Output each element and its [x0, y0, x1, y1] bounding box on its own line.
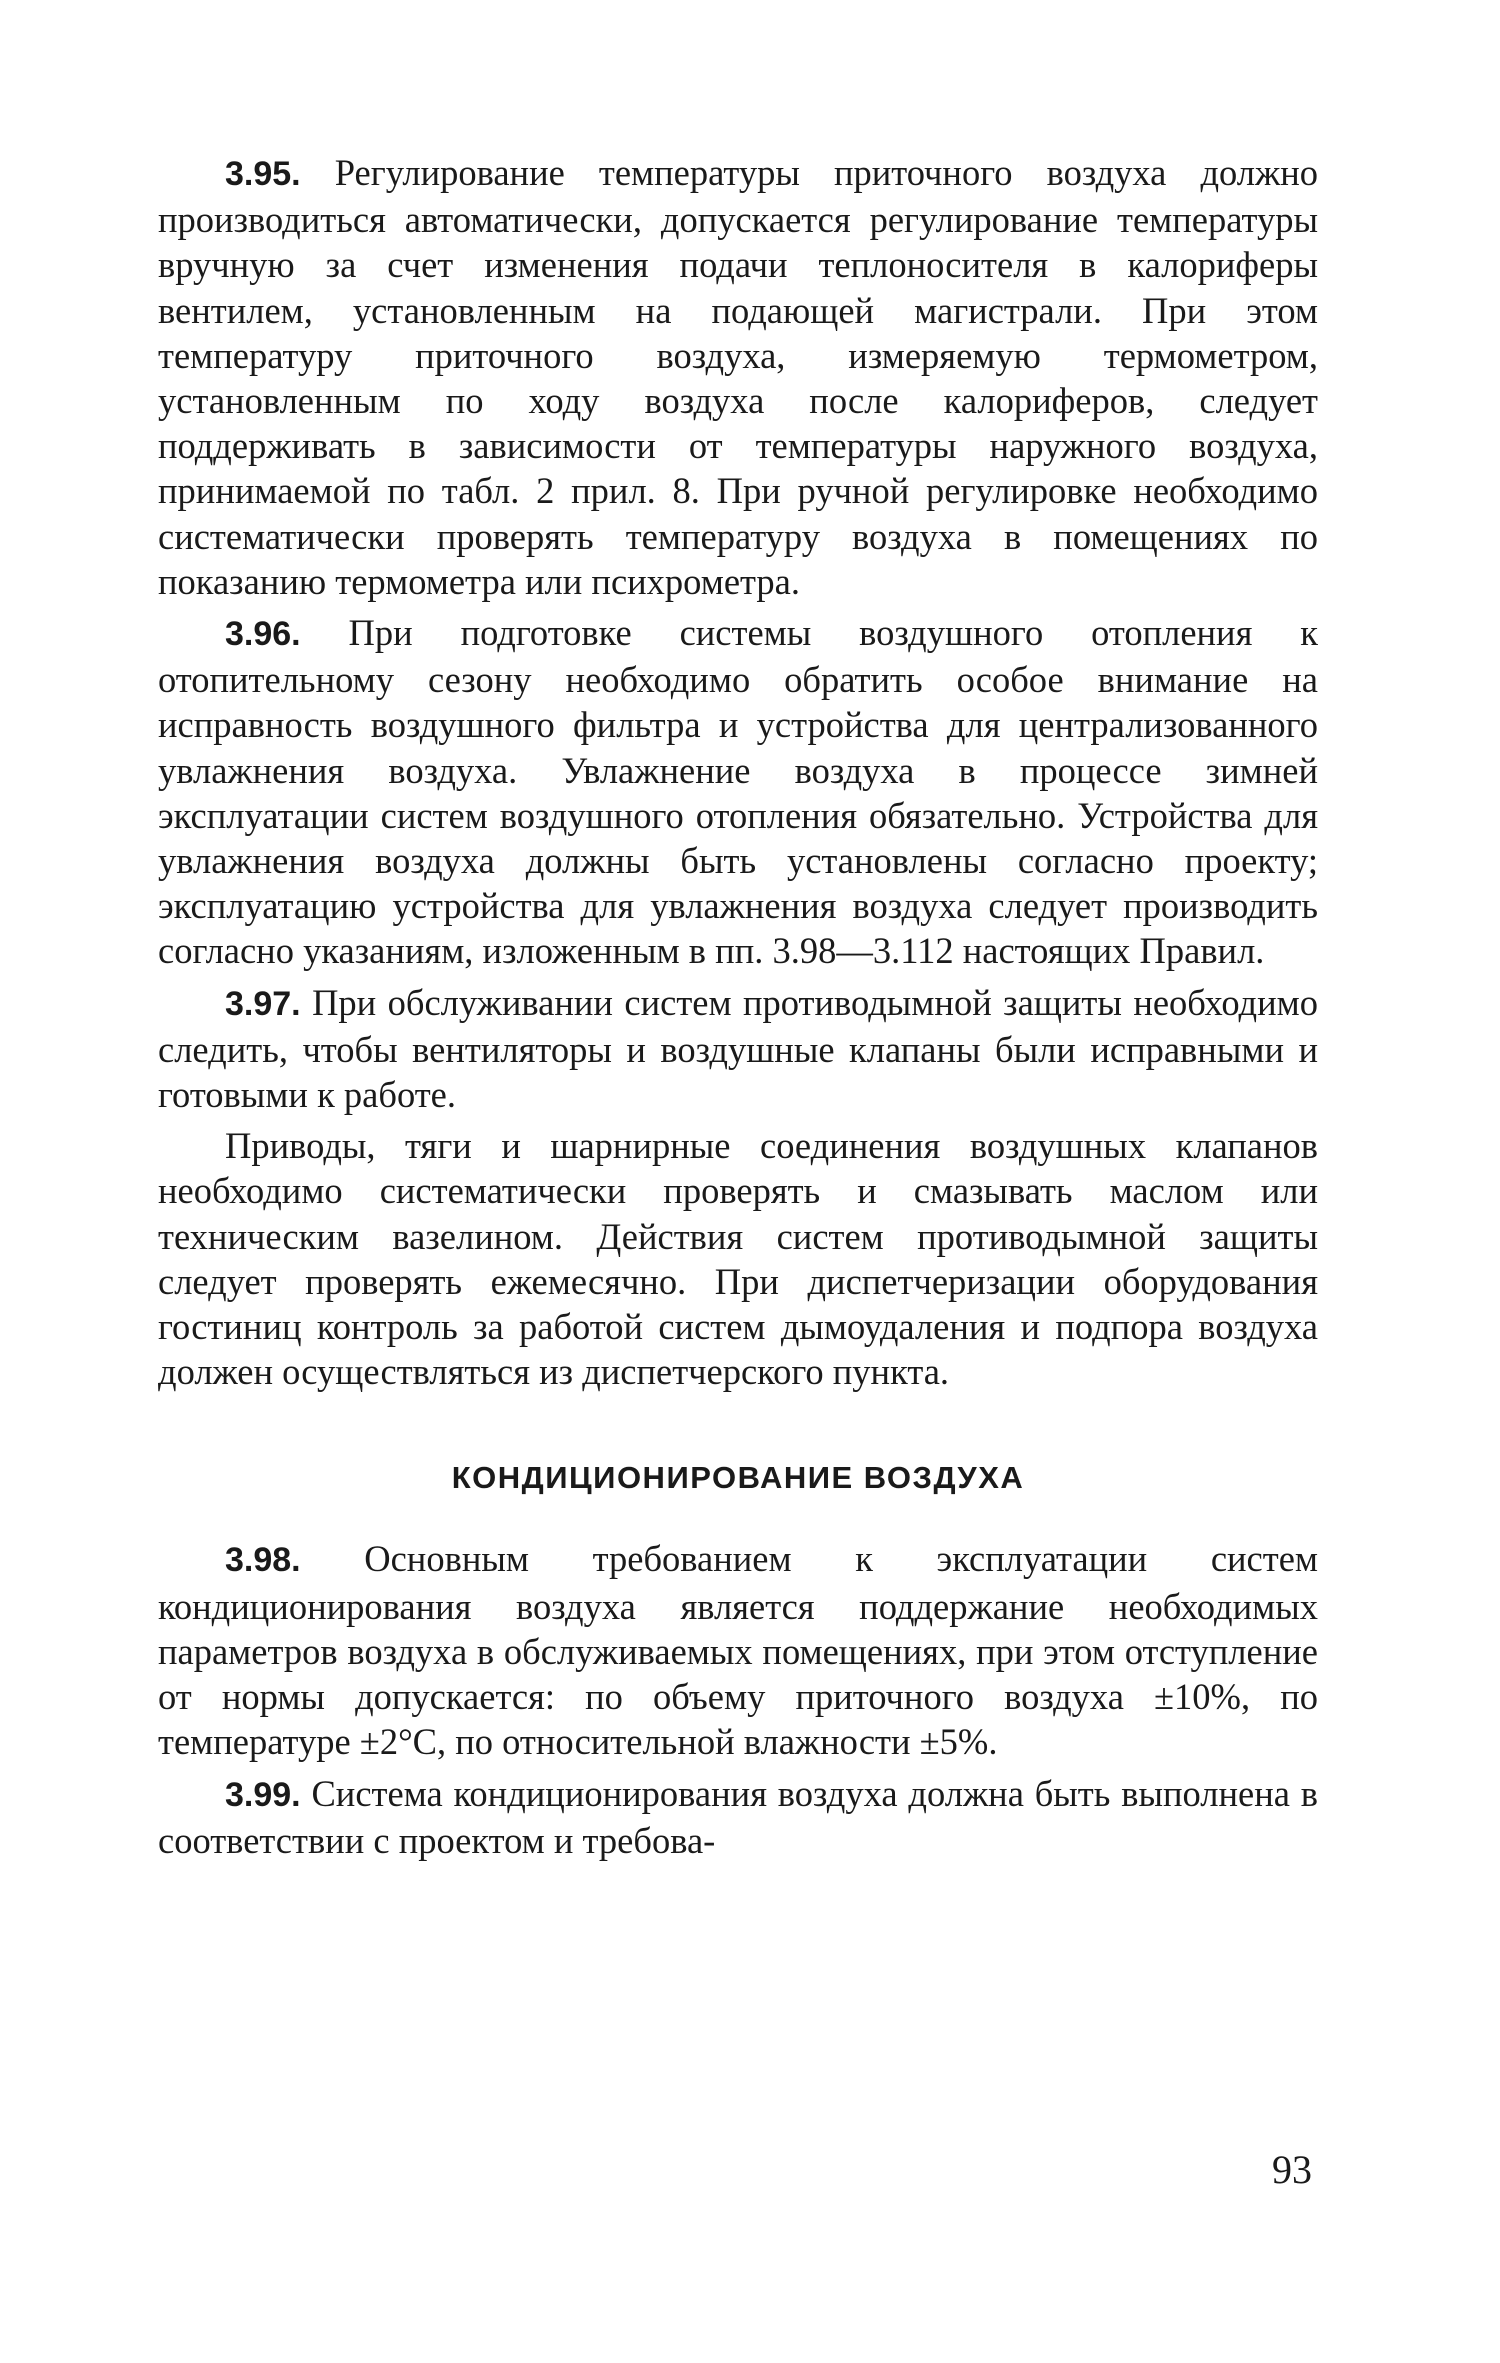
- page-number: 93: [1272, 2147, 1312, 2192]
- clause-number: 3.97.: [225, 984, 301, 1023]
- paragraph-3-99: [158, 1771, 1318, 1863]
- paragraph-3-97: [158, 980, 1318, 1118]
- paragraph-3-97-continued: [158, 1123, 1318, 1394]
- paragraph-text: Регулирование температуры приточного воздуха должно производиться автоматически, допускается регулирование температуры вручную за счет изменения подачи теплоносителя в калориферы вентилем, установленным на подающей магистрали. При этом температуру приточного воздуха, измеряемую термометром, установленным по ходу воздуха после калориферов, следует поддерживать в зависимости от температуры наружного воздуха, принимаемой по табл. 2 прил. 8. При ручной регулировке необходимо систематически проверять температуру воздуха в помещениях по показанию термометра или психрометра.: [158, 152, 1319, 602]
- clause-number: 3.99.: [225, 1775, 301, 1814]
- paragraph-text: При подготовке системы воздушного отопления к отопительному сезону необходимо обратить особое внимание на исправность воздушного фильтра и устройства для централизованного увлажнения воздуха. Увлажнение воздуха в процессе зимней эксплуатации систем воздушного отопления обязательно. Устройства для увлажнения воздуха должны быть установлены согласно проекту; эксплуатацию устройства для увлажнения воздуха следует производить согласно указаниям, изложенным в пп. 3.98—3.112 настоящих Правил.: [158, 612, 1319, 972]
- paragraph-text: Система кондиционирования воздуха должна быть выполнена в соответствии с проектом и требова-: [158, 1772, 1318, 1861]
- clause-number: 3.95.: [225, 155, 301, 193]
- paragraph-3-98: [158, 1536, 1318, 1764]
- document-page: [158, 150, 1318, 1869]
- clause-number: 3.98.: [225, 1541, 301, 1580]
- section-heading: КОНДИЦИОНИРОВАНИЕ ВОЗДУХА: [451, 1460, 1025, 1496]
- clause-number: 3.96.: [225, 615, 301, 654]
- paragraph-3-96: [158, 610, 1318, 974]
- paragraph-text: Основным требованием к эксплуатации систем кондиционирования воздуха является поддержание необходимых параметров воздуха в обслуживаемых помещениях, при этом отступление от нормы допускается: по объему приточного воздуха ±10%, по температуре ±2°С, по относительной влажности ±5%.: [158, 1538, 1319, 1763]
- paragraph-text: При обслуживании систем противодымной защиты необходимо следить, чтобы вентиляторы и воздушные клапаны были исправными и готовыми к работе.: [158, 981, 1318, 1116]
- paragraph-text: Приводы, тяги и шарнирные соединения воздушных клапанов необходимо систематически проверять и смазывать маслом или техническим вазелином. Действия систем противодымной защиты следует проверять ежемесячно. При диспетчеризации оборудования гостиниц контроль за работой систем дымоудаления и подпора воздуха должен осуществляться из диспетчерского пункта.: [158, 1125, 1318, 1393]
- paragraph-3-95: [158, 150, 1318, 604]
